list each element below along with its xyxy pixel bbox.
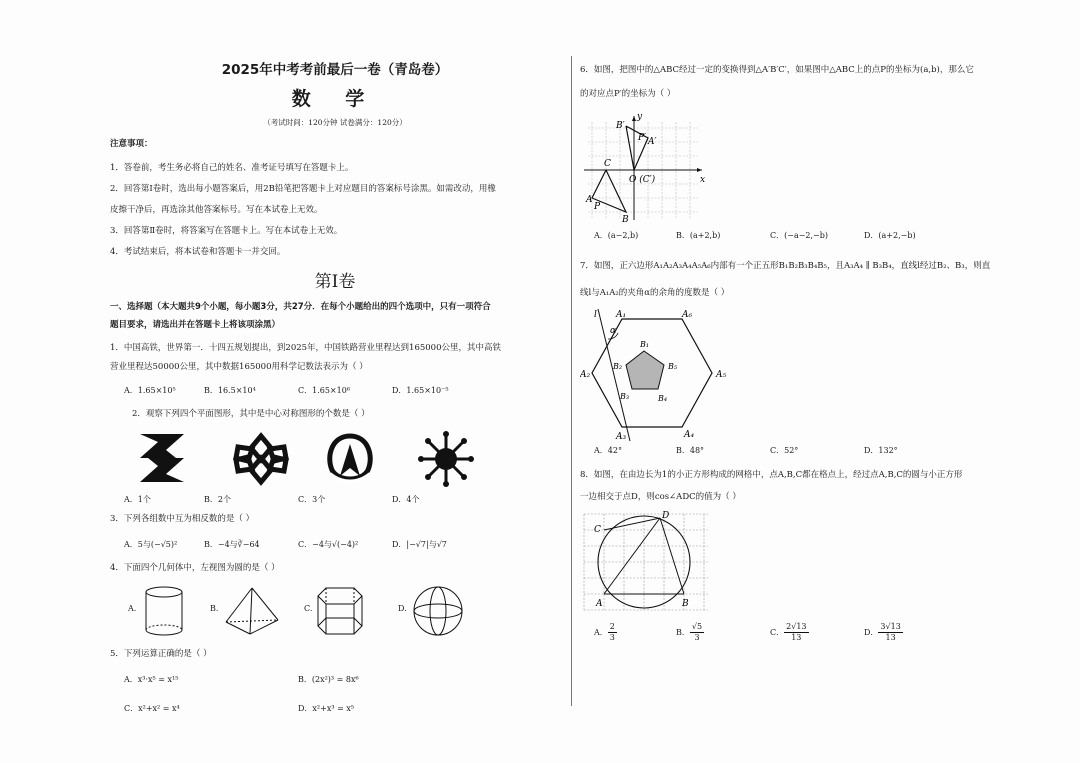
question-text: 2．观察下列四个平面图形，其中是中心对称图形的个数是（ ）	[132, 409, 370, 419]
label-c: C	[604, 159, 611, 169]
label-b3: B₃	[620, 392, 630, 401]
option-b[interactable]: B.	[210, 604, 219, 613]
notice-item: 2．回答第Ⅰ卷时，选出每小题答案后，用2B铅笔把答题卡上对应题目的答案标号涂黑。如需改动，用橡	[110, 184, 496, 194]
notice-item: 4．考试结束后，将本试卷和答题卡一并交回。	[110, 247, 286, 257]
option-c[interactable]: C.	[304, 604, 313, 613]
label-y: y	[637, 112, 643, 122]
question-4	[110, 559, 560, 578]
label-a6: A₆	[682, 310, 693, 320]
label-a1: A₁	[616, 310, 627, 320]
label-alpha: α	[610, 326, 617, 336]
question-text: 6．如图，把图中的△ABC经过一定的变换得到△A′B′C′，如果图中△ABC上的点P的坐标为(a,b)，那么它	[580, 65, 974, 75]
volume-title: 第Ⅰ卷	[314, 272, 356, 292]
fraction-numerator: √5	[691, 622, 703, 631]
fraction	[784, 622, 808, 643]
label-b1: B₁	[640, 340, 650, 349]
option-b[interactable]: B．(a+2,b)	[676, 231, 721, 240]
fraction-denominator: 13	[885, 633, 896, 642]
suzuki-s-figure	[132, 430, 192, 486]
section-line: 题目要求，请选出并在答题卡上将该项涂黑）	[110, 320, 281, 330]
option-d[interactable]: D.	[398, 604, 407, 613]
left-column	[110, 54, 560, 718]
section-line: 一、选择题（本大题共9个小题，每小题3分，共27分．在每个小题给出的四个选项中，只有一项符合	[110, 302, 491, 312]
label-p-prime: P′	[638, 133, 647, 143]
option-b[interactable]: B．48°	[676, 446, 705, 455]
label-b-prime: B′	[616, 121, 625, 131]
option-a[interactable]	[594, 622, 676, 643]
exam-meta: （考试时间：120分钟 试卷满分：120分）	[263, 118, 407, 127]
option-a[interactable]: A．1.65×10⁵	[124, 386, 176, 395]
notice-heading: 注意事项：	[110, 139, 153, 149]
question-text: 一边相交于点D，则cos∠ADC的值为（ ）	[580, 492, 741, 502]
label-b4: B₄	[658, 394, 668, 403]
label-p: P	[594, 202, 601, 212]
q7-hexagon-figure	[580, 307, 750, 443]
options-row	[110, 381, 560, 400]
label-b: B	[622, 215, 629, 225]
label-a: A	[586, 195, 593, 205]
question-text: 营业里程达50000公里，其中数据165000用科学记数法表示为（ ）	[110, 362, 368, 372]
label-a2: A₂	[580, 370, 591, 380]
right-column	[580, 54, 1030, 643]
question-5	[110, 645, 560, 718]
label-a-prime: A′	[648, 137, 657, 147]
exam-subject: 数 学	[291, 88, 379, 110]
option-letter: B．	[676, 628, 690, 637]
option-a[interactable]: A．42°	[594, 446, 622, 455]
snowflake-figure	[230, 430, 292, 488]
option-c[interactable]: C．x²+x² = x⁴	[124, 704, 180, 713]
q6-coordinate-figure	[580, 108, 720, 226]
question-2	[110, 405, 560, 424]
question-text: 8．如图，在由边长为1的小正方形构成的网格中，点A,B,C都在格点上，经过点A,B,C的圆与小正方形	[580, 470, 963, 480]
notice-item: 皮擦干净后，再选涂其他答案标号。写在本试卷上无效。	[110, 205, 323, 215]
column-divider	[571, 56, 572, 706]
label-l: l	[594, 310, 597, 320]
options-row	[110, 670, 560, 689]
option-d[interactable]: D．4个	[392, 495, 420, 504]
question-8	[580, 464, 1030, 508]
option-c[interactable]: C．1.65×10⁶	[298, 386, 351, 395]
fraction-numerator: 2	[609, 622, 615, 631]
options-row	[110, 535, 560, 554]
option-c[interactable]: C．52°	[770, 446, 799, 455]
option-c[interactable]: C．−4与√(−4)²	[298, 540, 359, 549]
pyramid-figure	[222, 584, 282, 638]
label-a: A	[596, 599, 603, 609]
cylinder-figure	[142, 584, 186, 638]
options-row	[580, 622, 1030, 643]
options-row	[110, 494, 560, 505]
option-a[interactable]: A．5与(−√5)²	[124, 540, 178, 549]
label-c: C	[594, 525, 601, 535]
options-row	[110, 699, 560, 718]
fraction-denominator: 13	[791, 633, 802, 642]
question-text: 1．中国高铁，世界第一．十四五规划提出，到2025年，中国铁路营业里程达到165000公里，其中高铁	[110, 343, 501, 353]
option-c[interactable]	[770, 622, 864, 643]
question-text: 4．下面四个几何体中，左视图为圆的是（ ）	[110, 563, 280, 573]
label-a4: A₄	[684, 430, 695, 440]
option-b[interactable]	[676, 622, 770, 643]
option-a[interactable]: A．x³·x⁵ = x¹⁵	[124, 675, 179, 684]
question-text: 线l与A₁A₂的夹角α的余角的度数是（ ）	[580, 288, 730, 298]
option-letter: A．	[594, 628, 608, 637]
emblem-figure	[322, 430, 378, 488]
option-a[interactable]: A．1个	[124, 495, 151, 504]
option-b[interactable]: B．(2x²)³ = 8x⁶	[298, 675, 359, 684]
option-d[interactable]: D．(a+2,−b)	[864, 231, 916, 240]
fraction	[878, 622, 902, 643]
label-x: x	[700, 175, 706, 185]
label-origin: O (C′)	[629, 175, 656, 185]
label-a3: A₃	[616, 432, 627, 442]
option-d[interactable]: D．|−√7|与√7	[392, 540, 447, 549]
option-d[interactable]	[864, 622, 903, 643]
q8-grid-figure	[580, 510, 714, 614]
question-3	[110, 510, 560, 554]
question-7	[580, 253, 1030, 307]
label-d: D	[662, 511, 670, 521]
fraction-numerator: 2√13	[786, 622, 807, 631]
option-a[interactable]: A．(a−2,b)	[594, 231, 639, 240]
question-text: 3．下列各组数中互为相反数的是（ ）	[110, 514, 255, 524]
options-row	[580, 445, 1030, 456]
prism-figure	[316, 584, 366, 638]
option-b[interactable]: B．2个	[204, 495, 231, 504]
question-6	[580, 58, 1030, 106]
fraction-numerator: 3√13	[880, 622, 901, 631]
option-letter: D．	[864, 628, 879, 637]
exam-title: 2025年中考考前最后一卷（青岛卷）	[221, 62, 449, 78]
option-d[interactable]: D．x²+x³ = x⁵	[298, 704, 355, 713]
fraction	[608, 622, 617, 643]
options-row	[580, 230, 1030, 241]
sun-figure	[416, 430, 476, 488]
sphere-figure	[410, 584, 466, 638]
notice-list	[110, 158, 560, 263]
option-b[interactable]: B．16.5×10⁴	[204, 386, 256, 395]
option-d[interactable]: D．1.65×10⁻⁵	[392, 386, 449, 395]
notice-item: 1．答卷前，考生务必将自己的姓名、准考证号填写在答题卡上。	[110, 163, 354, 173]
notice-item: 3．回答第Ⅱ卷时，将答案写在答题卡上。写在本试卷上无效。	[110, 226, 343, 236]
question-text: 5．下列运算正确的是（ ）	[110, 649, 212, 659]
section-heading	[110, 298, 560, 334]
q4-figures	[110, 580, 560, 640]
label-b5: B₅	[668, 362, 678, 371]
option-c[interactable]: C．3个	[298, 495, 326, 504]
option-c[interactable]: C．(−a−2,−b)	[770, 231, 828, 240]
question-text: 的对应点P′的坐标为（ ）	[580, 89, 676, 99]
option-letter: C．	[770, 628, 785, 637]
label-a5: A₅	[716, 370, 727, 380]
option-a[interactable]: A.	[128, 604, 137, 613]
fraction-denominator: 3	[694, 633, 700, 642]
label-b: B	[682, 599, 689, 609]
option-d[interactable]: D．132°	[864, 446, 898, 455]
question-text: 7．如图，正六边形A₁A₂A₃A₄A₅A₆内部有一个正五形B₁B₂B₃B₄B₅，且A₃A₄ ∥ B₃B₄，直线l经过B₂、B₃，则直	[580, 261, 991, 271]
question-1	[110, 339, 560, 400]
fraction	[690, 622, 704, 643]
label-b2: B₂	[613, 362, 623, 371]
fraction-denominator: 3	[609, 633, 615, 642]
option-b[interactable]: B．−4与∛−64	[204, 540, 260, 549]
q2-figures	[110, 428, 560, 490]
